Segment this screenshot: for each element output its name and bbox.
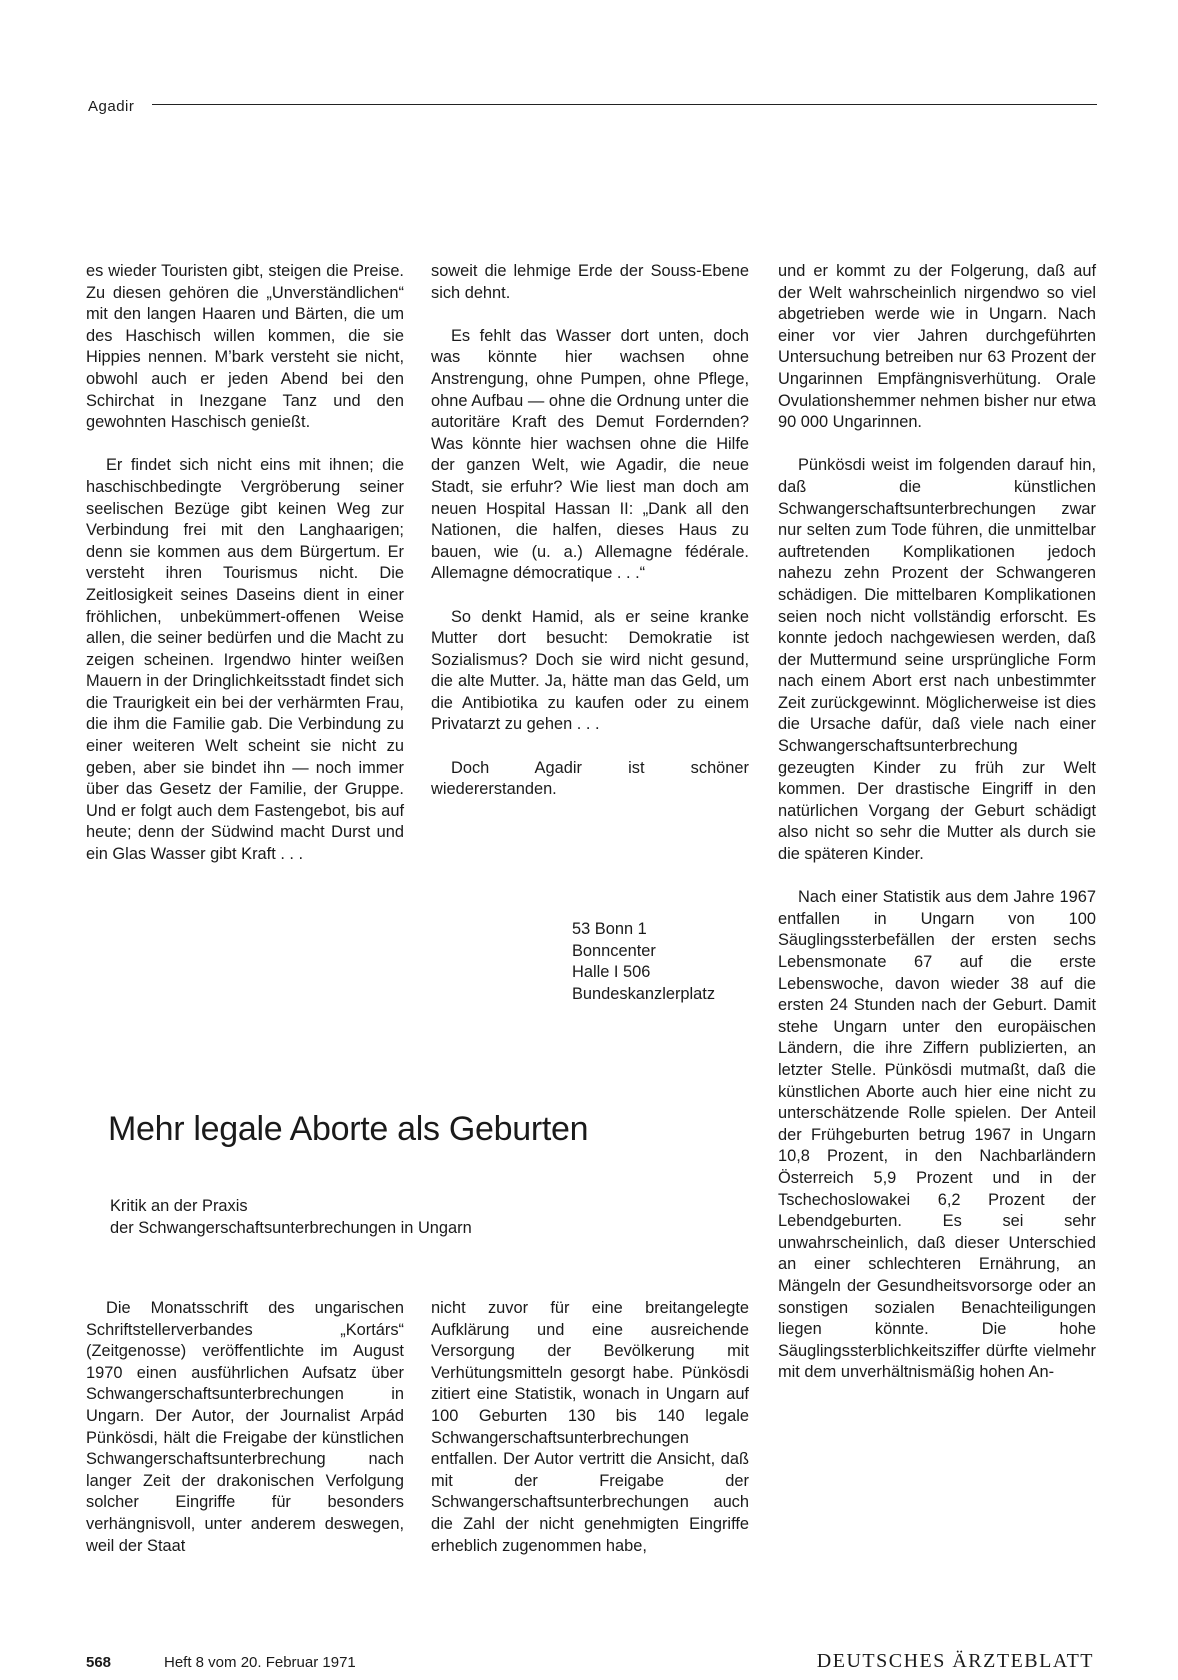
address-line: 53 Bonn 1 — [572, 920, 647, 938]
paragraph: Pünkösdi weist im folgenden darauf hin, daß die künstlichen Schwangerschaftsunterbrechungen zwar nur selten zum Tode führen, die unmittelbar auftretenden Komplikationen jedoch nahezu zehn Prozent der Schwangeren schädigen. Die mittelbaren Komplikationen seien noch nicht vollständig erforscht. Es konnte jedoch nachgewiesen werden, daß der Muttermund seine ursprüngliche Form nach einem Abort erst nach unbestimmter Zeit zurückgewinnt. Möglicherweise ist dies die Ursache dafür, daß viele nach einer Schwangerschaftsunterbrechung gezeugten Kinder zu früh zur Welt kommen. Der drastische Eingriff in den natürlichen Vorgang der Geburt schädigt also nicht so sehr die Mutter als durch sie die späteren Kinder. — [778, 456, 1096, 864]
article-column-2 — [431, 1298, 749, 1557]
article-column-3 — [778, 261, 1096, 1384]
author-address — [572, 919, 715, 1005]
article-title: Mehr legale Aborte als Geburten — [108, 1110, 589, 1148]
running-header-label: Agadir — [88, 98, 135, 115]
issue-info: Heft 8 vom 20. Februar 1971 — [164, 1654, 356, 1671]
continued-article-column-1 — [86, 261, 404, 866]
paragraph: soweit die lehmige Erde der Souss-Ebene sich dehnt. — [431, 262, 749, 302]
paragraph: Er findet sich nicht eins mit ihnen; die haschischbedingte Vergröberung seiner seelischen Bezüge gibt keinen Weg zur Verbindung frei mit den Langhaarigen; denn sie kommen aus dem Bürgertum. Er versteht ihren Tourismus nicht. Die Zeitlosigkeit seines Daseins dient in einer fröhlichen, unbekümmert-offenen Weise allen, die seiner bedürfen und die Macht zu zeigen scheinen. Irgendwo hinter weißen Mauern in der Dringlichkeitsstadt findet sich die Traurigkeit ein bei der verhärmten Frau, die ihm die Familie gab. Die Verbindung zu einer weiteren Welt scheint sie nicht zu geben, aber sie bindet ihn — noch immer über das Gesetz der Familie, der Gruppe. Und er folgt auch dem Fastengebot, bis auf heute; denn der Südwind macht Durst und ein Glas Wasser gibt Kraft . . . — [86, 456, 404, 864]
journal-name: DEUTSCHES ÄRZTEBLATT — [816, 1650, 1094, 1672]
paragraph: nicht zuvor für eine breitangelegte Aufklärung und eine ausreichende Versorgung der Bevölkerung mit Verhütungsmitteln gesorgt habe. Pünkösdi zitiert eine Statistik, wonach in Ungarn auf 100 Geburten 130 bis 140 legale Schwangerschaftsunterbrechungen entfallen. Der Autor vertritt die Ansicht, daß mit der Freigabe der Schwangerschaftsunterbrechungen auch die Zahl der nicht genehmigten Eingriffe erheblich zugenommen habe, — [431, 1299, 749, 1555]
paragraph: Doch Agadir ist schöner wiedererstanden. — [431, 758, 749, 799]
paragraph: So denkt Hamid, als er seine kranke Mutter dort besucht: Demokratie ist Sozialismus? Doch sie wird nicht gesund, die alte Mutter. Ja, hätte man das Geld, um die Antibiotika zu kaufen oder zu einem Privatarzt zu gehen . . . — [431, 607, 749, 734]
paragraph: Es fehlt das Wasser dort unten, doch was könnte hier wachsen ohne Anstrengung, ohne Pumpen, ohne Pflege, ohne Aufbau — ohne die Ordnung unter die autoritäre Kraft des Demut Fordernden? Was könnte hier wachsen ohne die Hilfe der ganzen Welt, wie Agadir, die neue Stadt, sie erfuhr? Wie liest man doch am neuen Hospital Hassan II: „Dank all den Nationen, die halfen, dieses Haus zu bauen, wie (u. a.) Allemagne fédérale. Allemagne démocratique . . .“ — [431, 326, 749, 583]
header-rule — [152, 104, 1097, 105]
subtitle-line: Kritik an der Praxis — [110, 1197, 248, 1215]
paragraph: Die Monatsschrift des ungarischen Schriftstellerverbandes „Kortárs“ (Zeitgenosse) veröffentlichte im August 1970 einen ausführlichen Aufsatz über Schwangerschaftsunterbrechungen in Ungarn. Der Autor, der Journalist Arpád Pünkösdi, hält die Freigabe der künstlichen Schwangerschaftsunterbrechung nach langer Zeit der drakonischen Verfolgung solcher Eingriffe für besonders verhängnisvoll, unter anderem deswegen, weil der Staat — [86, 1299, 404, 1555]
paragraph: und er kommt zu der Folgerung, daß auf der Welt wahrscheinlich nirgendwo so viel abgetrieben werde wie in Ungarn. Nach einer vor vier Jahren durchgeführten Untersuchung betreiben nur 63 Prozent der Ungarinnen Empfängnisverhütung. Orale Ovulationshemmer nehmen bisher nur etwa 90 000 Ungarinnen. — [778, 262, 1096, 432]
address-line: Halle I 506 — [572, 963, 651, 982]
address-line: Bundeskanzlerplatz — [572, 984, 716, 1003]
paragraph: es wieder Touristen gibt, steigen die Preise. Zu diesen gehören die „Unverständlichen“ mit den langen Haaren und Bärten, die um des Haschisch willen kommen, die sie Hippies nennen. M’bark versteht sie nicht, obwohl auch er jeden Abend bei den Schirchat in Inezgane Tanz und den gewohnten Haschisch genießt. — [86, 262, 404, 432]
subtitle-line: der Schwangerschaftsunterbrechungen in Ungarn — [110, 1218, 472, 1237]
continued-article-column-2 — [431, 261, 749, 801]
article-subtitle — [110, 1196, 472, 1239]
article-column-1 — [86, 1298, 404, 1557]
paragraph: Nach einer Statistik aus dem Jahre 1967 entfallen in Ungarn von 100 Säuglingssterbefällen der ersten sechs Lebensmonate 67 auf die erste Lebenswoche, davon wieder 38 auf die ersten 24 Stunden nach der Geburt. Damit stehe Ungarn unter den europäischen Ländern, die ihre Ziffern publizierten, an letzter Stelle. Pünkösdi mutmaßt, daß die künstlichen Aborte auch hier eine nicht zu unterschätzende Rolle spielen. Der Anteil der Frühgeburten betrug 1967 in Ungarn 10,8 Prozent, in den Nachbarländern Österreich 5,9 Prozent und in der Tschechoslowakei 6,2 Prozent der Lebendgeburten. Es sei sehr unwahrscheinlich, daß dieser Unterschied an einer schlechteren Ernährung, an Mängeln der Gesundheitsvorsorge oder an sonstigen sozialen Benachteiligungen liegen könnte. Die hohe Säuglingssterblichkeitsziffer dürfte vielmehr mit dem unverhältnismäßig hohen An- — [778, 888, 1096, 1382]
page-number: 568 — [86, 1654, 112, 1671]
address-line: Bonncenter — [572, 941, 656, 960]
